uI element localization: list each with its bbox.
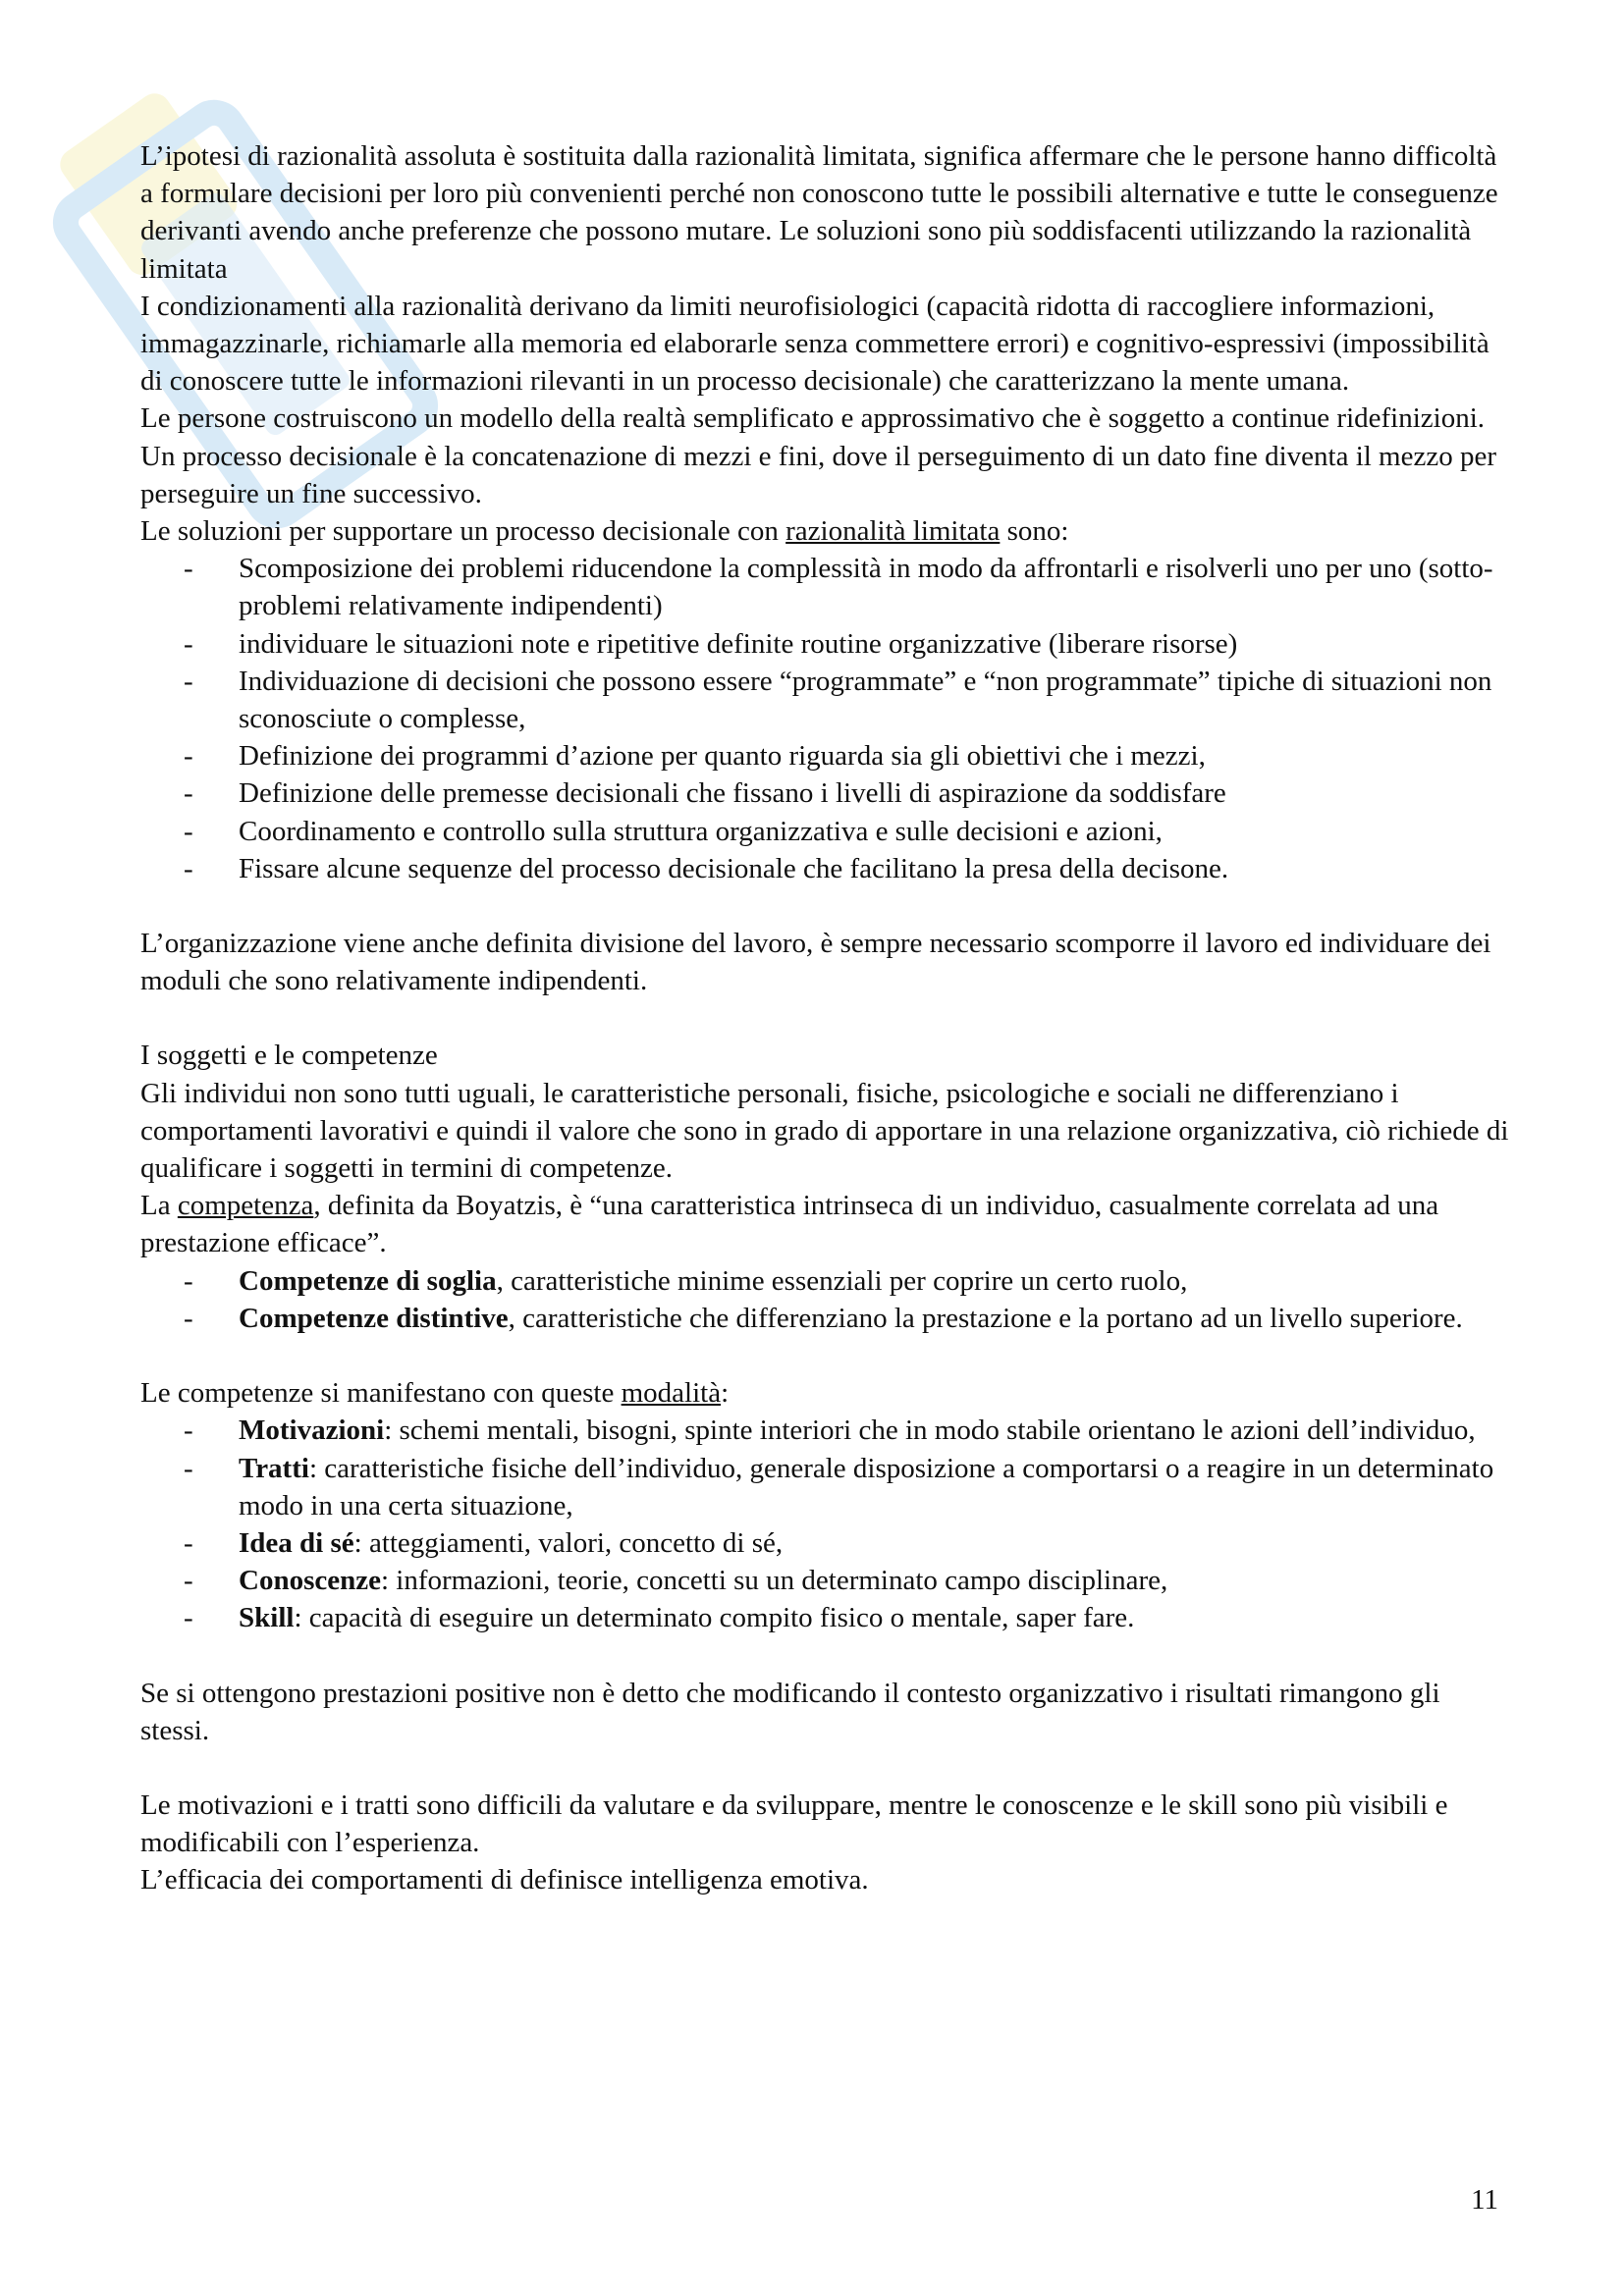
paragraph: Le competenze si manifestano con queste modalità: <box>140 1377 730 1410</box>
list-item: - Idea di sé: atteggiamenti, valori, concetto di sé, <box>184 1526 784 1559</box>
list-item: - Tratti: caratteristiche fisiche dell’individuo, generale disposizione a comportarsi o a reagire in un determinato modo in una certa situazione, <box>184 1452 1494 1522</box>
list-item: - Competenze di soglia, caratteristiche minime essenziali per coprire un certo ruolo, <box>184 1264 1188 1297</box>
paragraph: Le motivazioni e i tratti sono difficili da valutare e da sviluppare, mentre le conoscenze e le skill sono più visibili e modificabili con l’esperienza. <box>140 1789 1448 1859</box>
page-number: 11 <box>1471 2184 1498 2216</box>
modalities-list <box>140 1412 1515 1636</box>
list-item: - Definizione delle premesse decisionali che fissano i livelli di aspirazione da soddisfare <box>184 777 1226 810</box>
paragraph: L’efficacia dei comportamenti di definisce intelligenza emotiva. <box>140 1864 869 1896</box>
list-item: - Conoscenze: informazioni, teorie, concetti su un determinato campo disciplinare, <box>184 1565 1168 1597</box>
solutions-list <box>140 550 1515 887</box>
list-item: - Coordinamento e controllo sulla struttura organizzativa e sulle decisioni e azioni, <box>184 815 1163 847</box>
list-item: - Scomposizione dei problemi riducendone la complessità in modo da affrontarli e risolverli uno per uno (sotto-problemi relativamente indipendenti) <box>184 553 1493 622</box>
list-item: - Individuazione di decisioni che possono essere “programmate” e “non programmate” tipiche di situazioni non sconosciute o complesse, <box>184 665 1492 735</box>
paragraph: L’ipotesi di razionalità assoluta è sostituita dalla razionalità limitata, significa affermare che le persone hanno difficoltà a formulare decisioni per loro più convenienti perché non conoscono tutte le possibili alternative e tutte le conseguenze derivanti avendo anche preferenze che possono mutare. Le soluzioni sono più soddisfacenti utilizzando la razionalità limitata <box>140 140 1498 285</box>
section-heading: I soggetti e le competenze <box>140 1040 438 1072</box>
underlined-term: competenza <box>177 1190 314 1222</box>
paragraph: Le soluzioni per supportare un processo decisionale con razionalità limitata sono: <box>140 515 1069 548</box>
competences-list <box>140 1262 1515 1337</box>
list-item: - Fissare alcune sequenze del processo decisionale che facilitano la presa della decisone. <box>184 852 1229 884</box>
list-item: - individuare le situazioni note e ripetitive definite routine organizzative (liberare risorse) <box>184 627 1238 660</box>
document-page <box>140 137 1515 1899</box>
list-item: - Skill: capacità di eseguire un determinato compito fisico o mentale, saper fare. <box>184 1602 1135 1634</box>
paragraph: Se si ottengono prestazioni positive non è detto che modificando il contesto organizzativo i risultati rimangono gli stessi. <box>140 1677 1440 1746</box>
list-item: - Motivazioni: schemi mentali, bisogni, spinte interiori che in modo stabile orientano le azioni dell’individuo, <box>184 1415 1476 1447</box>
paragraph: Un processo decisionale è la concatenazione di mezzi e fini, dove il perseguimento di un dato fine diventa il mezzo per perseguire un fine successivo. <box>140 440 1497 509</box>
list-item: - Definizione dei programmi d’azione per quanto riguarda sia gli obiettivi che i mezzi, <box>184 740 1206 773</box>
paragraph: L’organizzazione viene anche definita divisione del lavoro, è sempre necessario scomporre il lavoro ed individuare dei moduli che sono relativamente indipendenti. <box>140 928 1491 997</box>
list-item: - Competenze distintive, caratteristiche che differenziano la prestazione e la portano ad un livello superiore. <box>184 1302 1463 1334</box>
paragraph: I condizionamenti alla razionalità derivano da limiti neurofisiologici (capacità ridotta di raccogliere informazioni, immagazzinarle, richiamarle alla memoria ed elaborarle senza commettere errori) e cognitivo-espressivi (impossibilità di conoscere tutte le informazioni rilevanti in un processo decisionale) che caratterizzano la mente umana. <box>140 290 1489 398</box>
paragraph: Gli individui non sono tutti uguali, le caratteristiche personali, fisiche, psicologiche e sociali ne differenziano i comportamenti lavorativi e quindi il valore che sono in grado di apportare in una relazione organizzativa, ciò richiede di qualificare i soggetti in termini di competenze. <box>140 1077 1509 1185</box>
underlined-term: modalità <box>621 1377 722 1410</box>
paragraph: Le persone costruiscono un modello della realtà semplificato e approssimativo che è soggetto a continue ridefinizioni. <box>140 402 1486 435</box>
paragraph: La competenza, definita da Boyatzis, è “una caratteristica intrinseca di un individuo, casualmente correlata ad una prestazione efficace”. <box>140 1190 1439 1259</box>
underlined-term: razionalità limitata <box>785 515 1001 548</box>
